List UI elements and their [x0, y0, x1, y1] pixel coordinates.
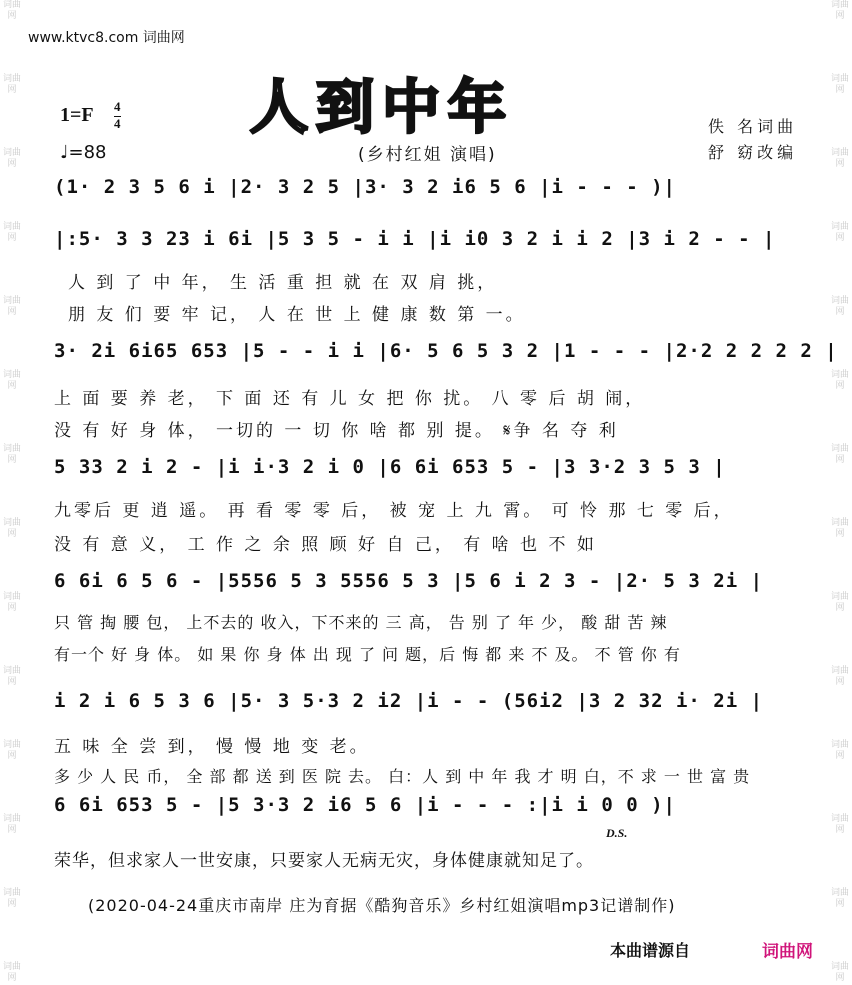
site-url[interactable]: www.ktvc8.com 词曲网: [28, 30, 185, 46]
score-row-2-notes: |:5· 3 3 23 i 6i |5 3 5 - i i |i i0 3 2 i i 2 |3 i 2 - - |: [54, 228, 776, 250]
score-row-3-lyric-1: 上 面 要 养 老， 下 面 还 有 儿 女 把 你 扰。 八 零 后 胡 闹，: [54, 389, 646, 409]
score-row-6-lyric-1: 五 味 全 尝 到， 慢 慢 地 变 老。: [54, 737, 370, 757]
score-row-5-lyric-1: 只 管 掏 腰 包， 上不去的 收入，下不来的 三 高， 告 别 了 年 少， 酸 甜 苦 辣: [54, 613, 668, 632]
score-row-4-lyric-1: 九零后 更 逍 遥。 再 看 零 零 后， 被 宠 上 九 霄。 可 怜 那 七 零 后，: [54, 501, 734, 521]
score-row-4-notes: 5 33 2 i 2 - |i i·3 2 i 0 |6 6i 653 5 - |3 3·2 3 5 3 |: [54, 456, 726, 478]
credit-lyrics-music: 佚 名词曲: [708, 117, 798, 136]
score-row-6-notes: i 2 i 6 5 3 6 |5· 3 5·3 2 i2 |i - - (56i2 |3 2 32 i· 2i |: [54, 690, 764, 712]
score-row-2-lyric-2: 朋 友 们 要 牢 记， 人 在 世 上 健 康 数 第 一。: [68, 305, 526, 325]
score-row-4-lyric-2: 没 有 意 义， 工 作 之 余 照 顾 好 自 己， 有 啥 也 不 如: [54, 535, 597, 555]
score-row-3-notes: 3· 2i 6i65 653 |5 - - i i |6· 5 6 5 3 2 |1 - - - |2·2 2 2 2 2 |: [54, 340, 838, 362]
score-row-5-lyric-2: 有一个 好 身 体。 如 果 你 身 体 出 现 了 问 题，后 悔 都 来 不 及。 不 管 你 有: [54, 645, 681, 664]
time-signature-top: 4: [114, 99, 121, 114]
source-brand-link[interactable]: 词曲网: [762, 942, 813, 962]
source-label: 本曲谱源自: [610, 941, 691, 960]
score-row-1-notes: (1· 2 3 5 6 i |2· 3 2 5 |3· 3 2 i6 5 6 |i - - - )|: [54, 176, 676, 198]
score-row-5-notes: 6 6i 6 5 6 - |5556 5 3 5556 5 3 |5 6 i 2 3 - |2· 5 3 2i |: [54, 570, 764, 592]
transcription-note: (2020-04-24重庆市南岸 庄为育据《酷狗音乐》乡村红姐演唱mp3记谱制作): [88, 896, 676, 915]
left-watermark-strip: 词曲网 词曲网 词曲网 词曲网 词曲网 词曲网 词曲网 词曲网 词曲网 词曲网 词曲网 词曲网 词曲网 词曲网: [2, 0, 21, 983]
dal-segno-marking: D.S.: [606, 826, 628, 840]
credit-arranger: 舒 窈改编: [708, 143, 798, 162]
key-signature: 1=F: [60, 104, 94, 126]
singer-subtitle: (乡村红姐 演唱): [358, 145, 497, 165]
score-row-6-lyric-2: 多 少 人 民 币， 全 部 都 送 到 医 院 去。 白：人 到 中 年 我 才 明 白，不 求 一 世 富 贵: [54, 767, 751, 786]
score-row-7-lyric-1: 荣华，但求家人一世安康，只要家人无病无灾，身体健康就知足了。: [54, 851, 594, 871]
score-row-3-lyric-2: 没 有 好 身 体， 一切的 一 切 你 啥 都 别 提。 𝄋争 名 夺 利: [54, 421, 619, 441]
score-row-7-notes: 6 6i 653 5 - |5 3·3 2 i6 5 6 |i - - - :|i i 0 0 )|: [54, 794, 676, 816]
time-signature-bottom: 4: [114, 116, 121, 131]
score-row-2-lyric-1: 人 到 了 中 年， 生 活 重 担 就 在 双 肩 挑，: [68, 273, 498, 293]
right-watermark-strip: 词曲网 词曲网 词曲网 词曲网 词曲网 词曲网 词曲网 词曲网 词曲网 词曲网 词曲网 词曲网 词曲网 词曲网: [830, 0, 849, 983]
song-title: 人到中年: [250, 73, 515, 141]
tempo-marking: ♩=88: [60, 142, 107, 163]
